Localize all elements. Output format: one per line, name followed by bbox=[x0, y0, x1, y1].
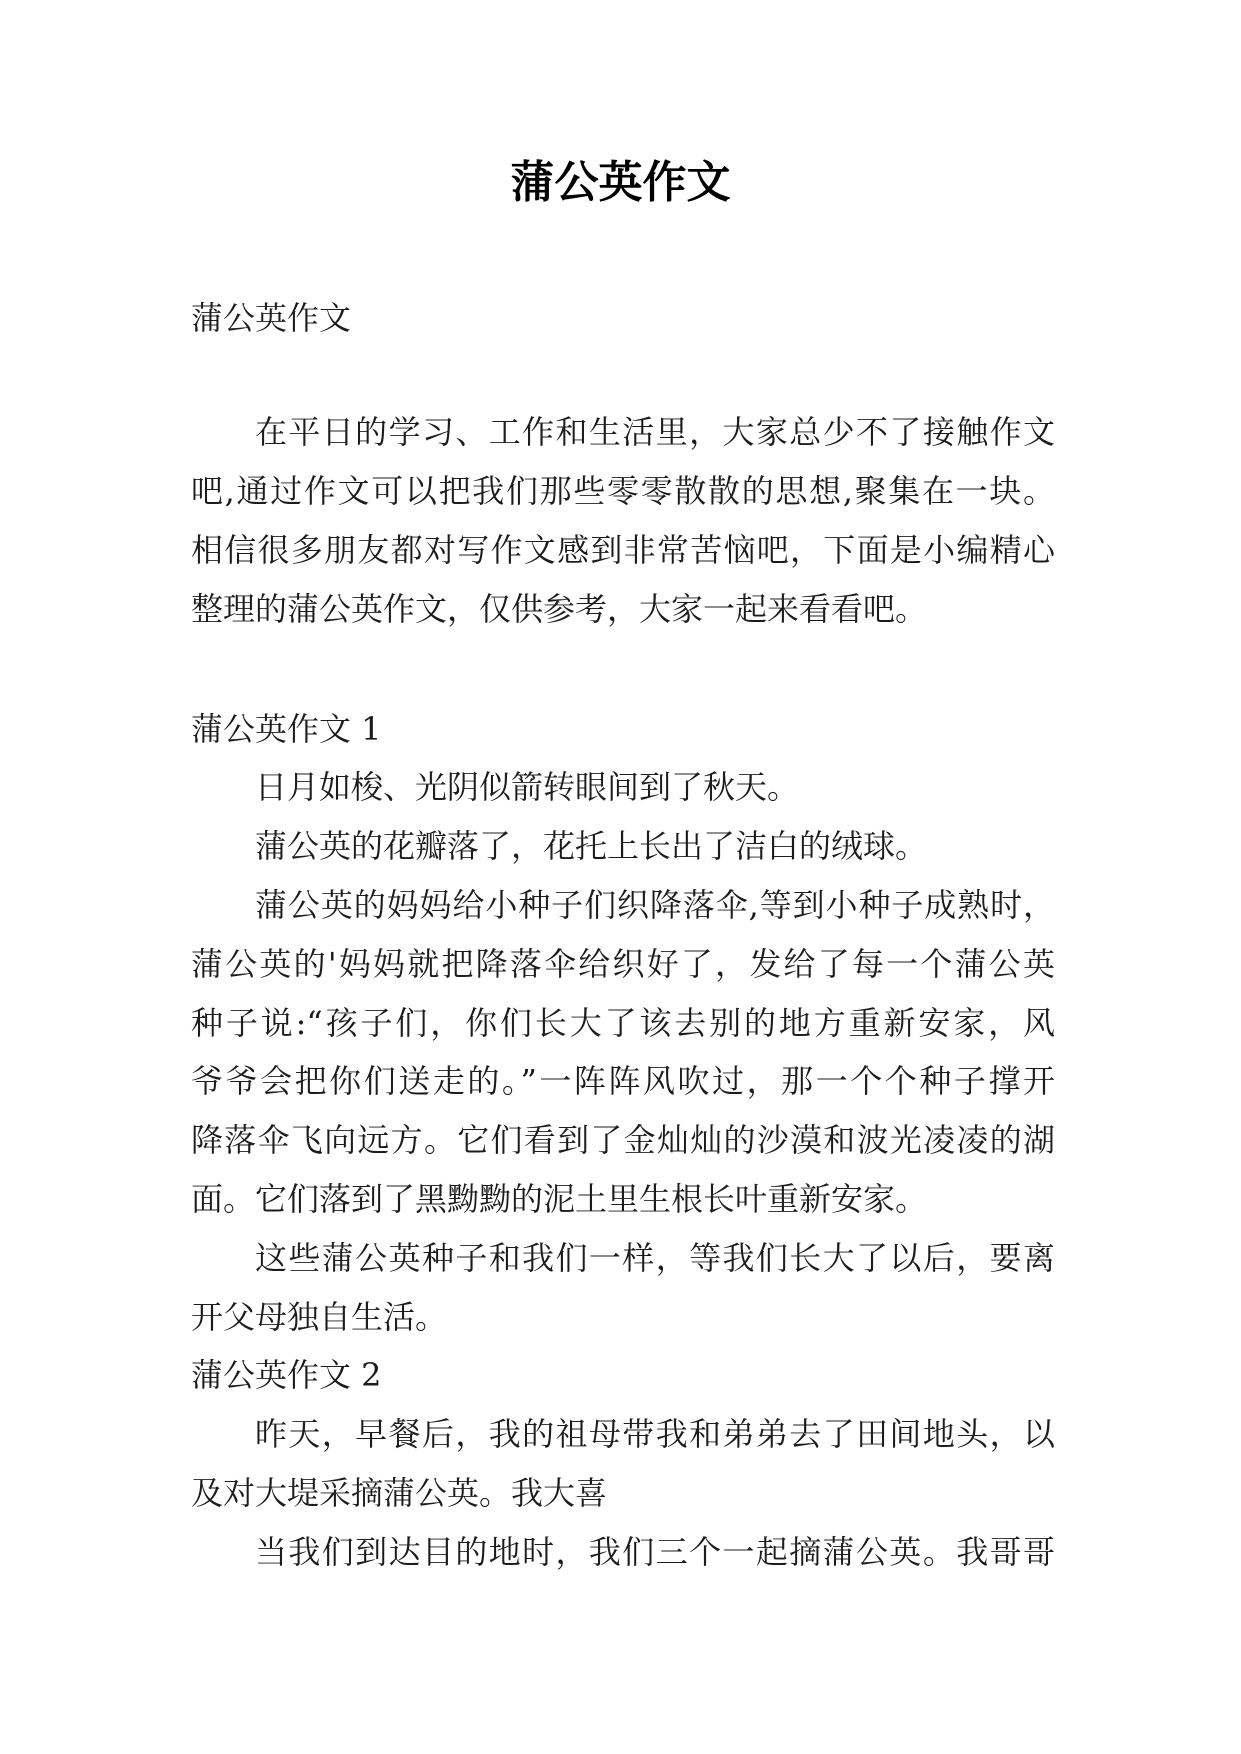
text-line: 爷爷会把你们送走的。”一阵阵风吹过，那一个个种子撑开 bbox=[191, 1062, 1055, 1101]
text-line: 蒲公英的花瓣落了，花托上长出了洁白的绒球。 bbox=[255, 827, 928, 866]
text-line: 当我们到达目的地时，我们三个一起摘蒲公英。我哥哥 bbox=[255, 1532, 1055, 1571]
text-line: 昨天，早餐后，我的祖母带我和弟弟去了田间地头，以 bbox=[255, 1415, 1055, 1454]
section-2 bbox=[191, 1346, 1055, 1581]
intro-paragraph bbox=[191, 403, 1055, 638]
text-line: 在平日的学习、工作和生活里，大家总少不了接触作文 bbox=[255, 413, 1055, 452]
paragraph bbox=[191, 1405, 1055, 1523]
text-line: 这些蒲公英种子和我们一样，等我们长大了以后，要离 bbox=[255, 1238, 1055, 1277]
document-subtitle: 蒲公英作文 bbox=[191, 298, 352, 337]
text-line: 面。它们落到了黑黝黝的泥土里生根长叶重新安家。 bbox=[191, 1179, 928, 1218]
paragraph bbox=[191, 817, 1055, 876]
text-line: 整理的蒲公英作文，仅供参考，大家一起来看看吧。 bbox=[191, 589, 928, 628]
text-line: 蒲公英的妈妈给小种子们织降落伞,等到小种子成熟时， bbox=[255, 885, 1055, 924]
text-line: 开父母独自生活。 bbox=[191, 1297, 448, 1336]
text-line: 日月如梭、光阴似箭转眼间到了秋天。 bbox=[255, 768, 800, 807]
text-line: 降落伞飞向远方。它们看到了金灿灿的沙漠和波光凌凌的湖 bbox=[191, 1121, 1055, 1160]
paragraph bbox=[191, 758, 1055, 817]
text-line: 蒲公英的'妈妈就把降落伞给织好了，发给了每一个蒲公英 bbox=[191, 944, 1055, 983]
text-line: 种子说:“孩子们，你们长大了该去别的地方重新安家，风 bbox=[191, 1003, 1055, 1042]
section-1 bbox=[191, 700, 1055, 1347]
section-heading: 蒲公英作文 2 bbox=[191, 1356, 382, 1395]
paragraph bbox=[191, 876, 1055, 1229]
section-heading: 蒲公英作文 1 bbox=[191, 709, 382, 748]
text-line: 吧,通过作文可以把我们那些零零散散的思想,聚集在一块。 bbox=[191, 472, 1055, 511]
text-line: 相信很多朋友都对写作文感到非常苦恼吧，下面是小编精心 bbox=[191, 530, 1055, 569]
text-line: 及对大堤采摘蒲公英。我大喜 bbox=[191, 1473, 608, 1512]
paragraph bbox=[191, 1229, 1055, 1347]
document-body bbox=[191, 289, 1055, 1582]
paragraph bbox=[191, 1523, 1055, 1582]
document-title: 蒲公英作文 bbox=[510, 157, 731, 208]
